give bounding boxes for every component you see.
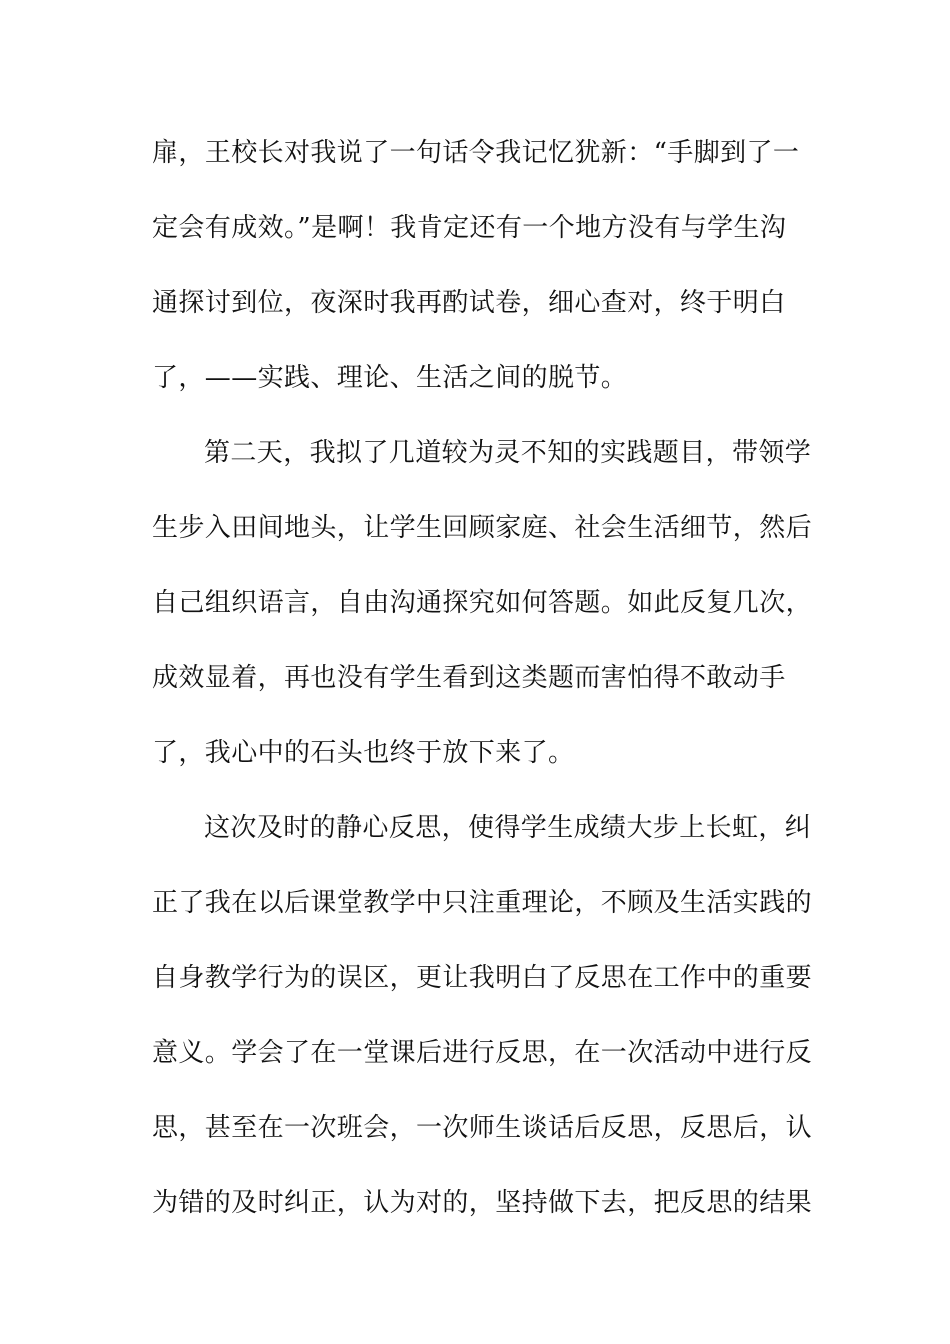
- text-line: 为错的及时纠正，认为对的，坚持做下去，把反思的结果: [152, 1188, 813, 1218]
- text-line: 正了我在以后课堂教学中只注重理论，不顾及生活实践的: [152, 888, 813, 918]
- document-body: [152, 128, 813, 1253]
- text-line: 了，——实践、理论、生活之间的脱节。: [152, 363, 628, 393]
- text-line: 自身教学行为的误区，更让我明白了反思在工作中的重要: [152, 963, 813, 993]
- text-line: 通探讨到位，夜深时我再酌试卷，细心查对，终于明白: [152, 288, 786, 318]
- text-line: 了，我心中的石头也终于放下来了。: [152, 738, 575, 768]
- text-line: 成效显着，再也没有学生看到这类题而害怕得不敢动手: [152, 663, 786, 693]
- paragraph-first-line: 第二天，我拟了几道较为灵不知的实践题目，带领学: [204, 438, 812, 468]
- text-line: 扉，王校长对我说了一句话令我记忆犹新：“手脚到了一: [152, 138, 800, 168]
- text-line: 意义。学会了在一堂课后进行反思，在一次活动中进行反: [152, 1038, 813, 1068]
- text-line: 自己组织语言，自由沟通探究如何答题。如此反复几次，: [152, 588, 813, 618]
- text-line: 定会有成效。”是啊！我肯定还有一个地方没有与学生沟: [152, 213, 787, 243]
- paragraph-first-line: 这次及时的静心反思，使得学生成绩大步上长虹，纠: [204, 813, 812, 843]
- text-line: 思，甚至在一次班会，一次师生谈话后反思，反思后，认: [152, 1113, 813, 1143]
- text-line: 生步入田间地头，让学生回顾家庭、社会生活细节，然后: [152, 513, 813, 543]
